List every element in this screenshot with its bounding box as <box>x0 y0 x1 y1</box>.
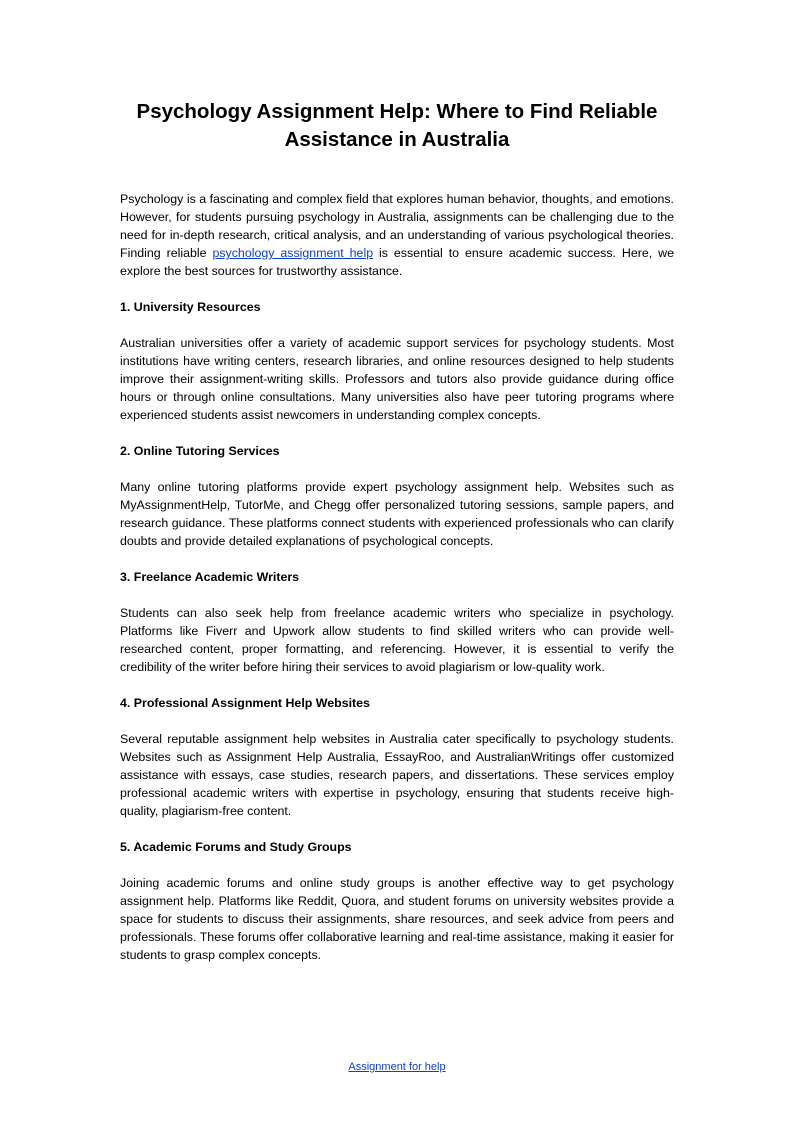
page-title: Psychology Assignment Help: Where to Find Reliable Assistance in Australia <box>136 100 658 151</box>
intro-text-after-link: is essential to ensure academic success. Here, we explore the best sources for trustworthy assistance. <box>120 246 674 278</box>
psychology-assignment-help-link[interactable]: psychology assignment help <box>212 246 374 260</box>
section-heading-university-resources: 1. University Resources <box>120 300 261 314</box>
section-body-online-tutoring: Many online tutoring platforms provide expert psychology assignment help. Websites such as MyAssignmentHelp, TutorMe, and Chegg offer personalized tutoring sessions, sample papers, and research guidance. These platforms connect students with experienced professionals who can clarify doubts and provide detailed explanations of psychological concepts. <box>120 480 674 548</box>
section-heading-forums-study-groups: 5. Academic Forums and Study Groups <box>120 840 352 854</box>
intro-paragraph <box>120 190 674 280</box>
footer-assignment-help-link[interactable]: Assignment for help <box>348 1061 446 1073</box>
section-heading-online-tutoring: 2. Online Tutoring Services <box>120 444 280 458</box>
page-footer <box>0 1060 794 1074</box>
section-body-freelance-writers: Students can also seek help from freelance academic writers who specialize in psychology. Platforms like Fiverr and Upwork allow students to find skilled writers who can provide well-researched content, proper formatting, and referencing. However, it is essential to verify the credibility of the writer before hiring their services to avoid plagiarism or low-quality work. <box>120 606 674 674</box>
section-heading-freelance-writers: 3. Freelance Academic Writers <box>120 570 300 584</box>
section-body-professional-websites: Several reputable assignment help websites in Australia cater specifically to psychology students. Websites such as Assignment Help Australia, EssayRoo, and AustralianWritings offer customized assistance with essays, case studies, research papers, and dissertations. These services employ professional academic writers with expertise in psychology, ensuring that students receive high-quality, plagiarism-free content. <box>120 732 674 818</box>
intro-text-before-link: Psychology is a fascinating and complex field that explores human behavior, thoughts, and emotions. However, for students pursuing psychology in Australia, assignments can be challenging due to the need for in-depth research, critical analysis, and an understanding of various psychological theories. Finding reliable <box>120 192 674 260</box>
section-body-university-resources: Australian universities offer a variety of academic support services for psychology students. Most institutions have writing centers, research libraries, and online resources designed to help students improve their assignment-writing skills. Professors and tutors also provide guidance during office hours or through online consultations. Many universities also have peer tutoring programs where experienced students assist newcomers in understanding complex concepts. <box>120 336 674 422</box>
document-body <box>120 190 674 982</box>
section-body-forums-study-groups: Joining academic forums and online study groups is another effective way to get psychology assignment help. Platforms like Reddit, Quora, and student forums on university websites provide a space for students to discuss their assignments, share resources, and seek advice from peers and professionals. These forums offer collaborative learning and real-time assistance, making it easier for students to grasp complex concepts. <box>120 876 674 962</box>
section-heading-professional-websites: 4. Professional Assignment Help Websites <box>120 696 370 710</box>
